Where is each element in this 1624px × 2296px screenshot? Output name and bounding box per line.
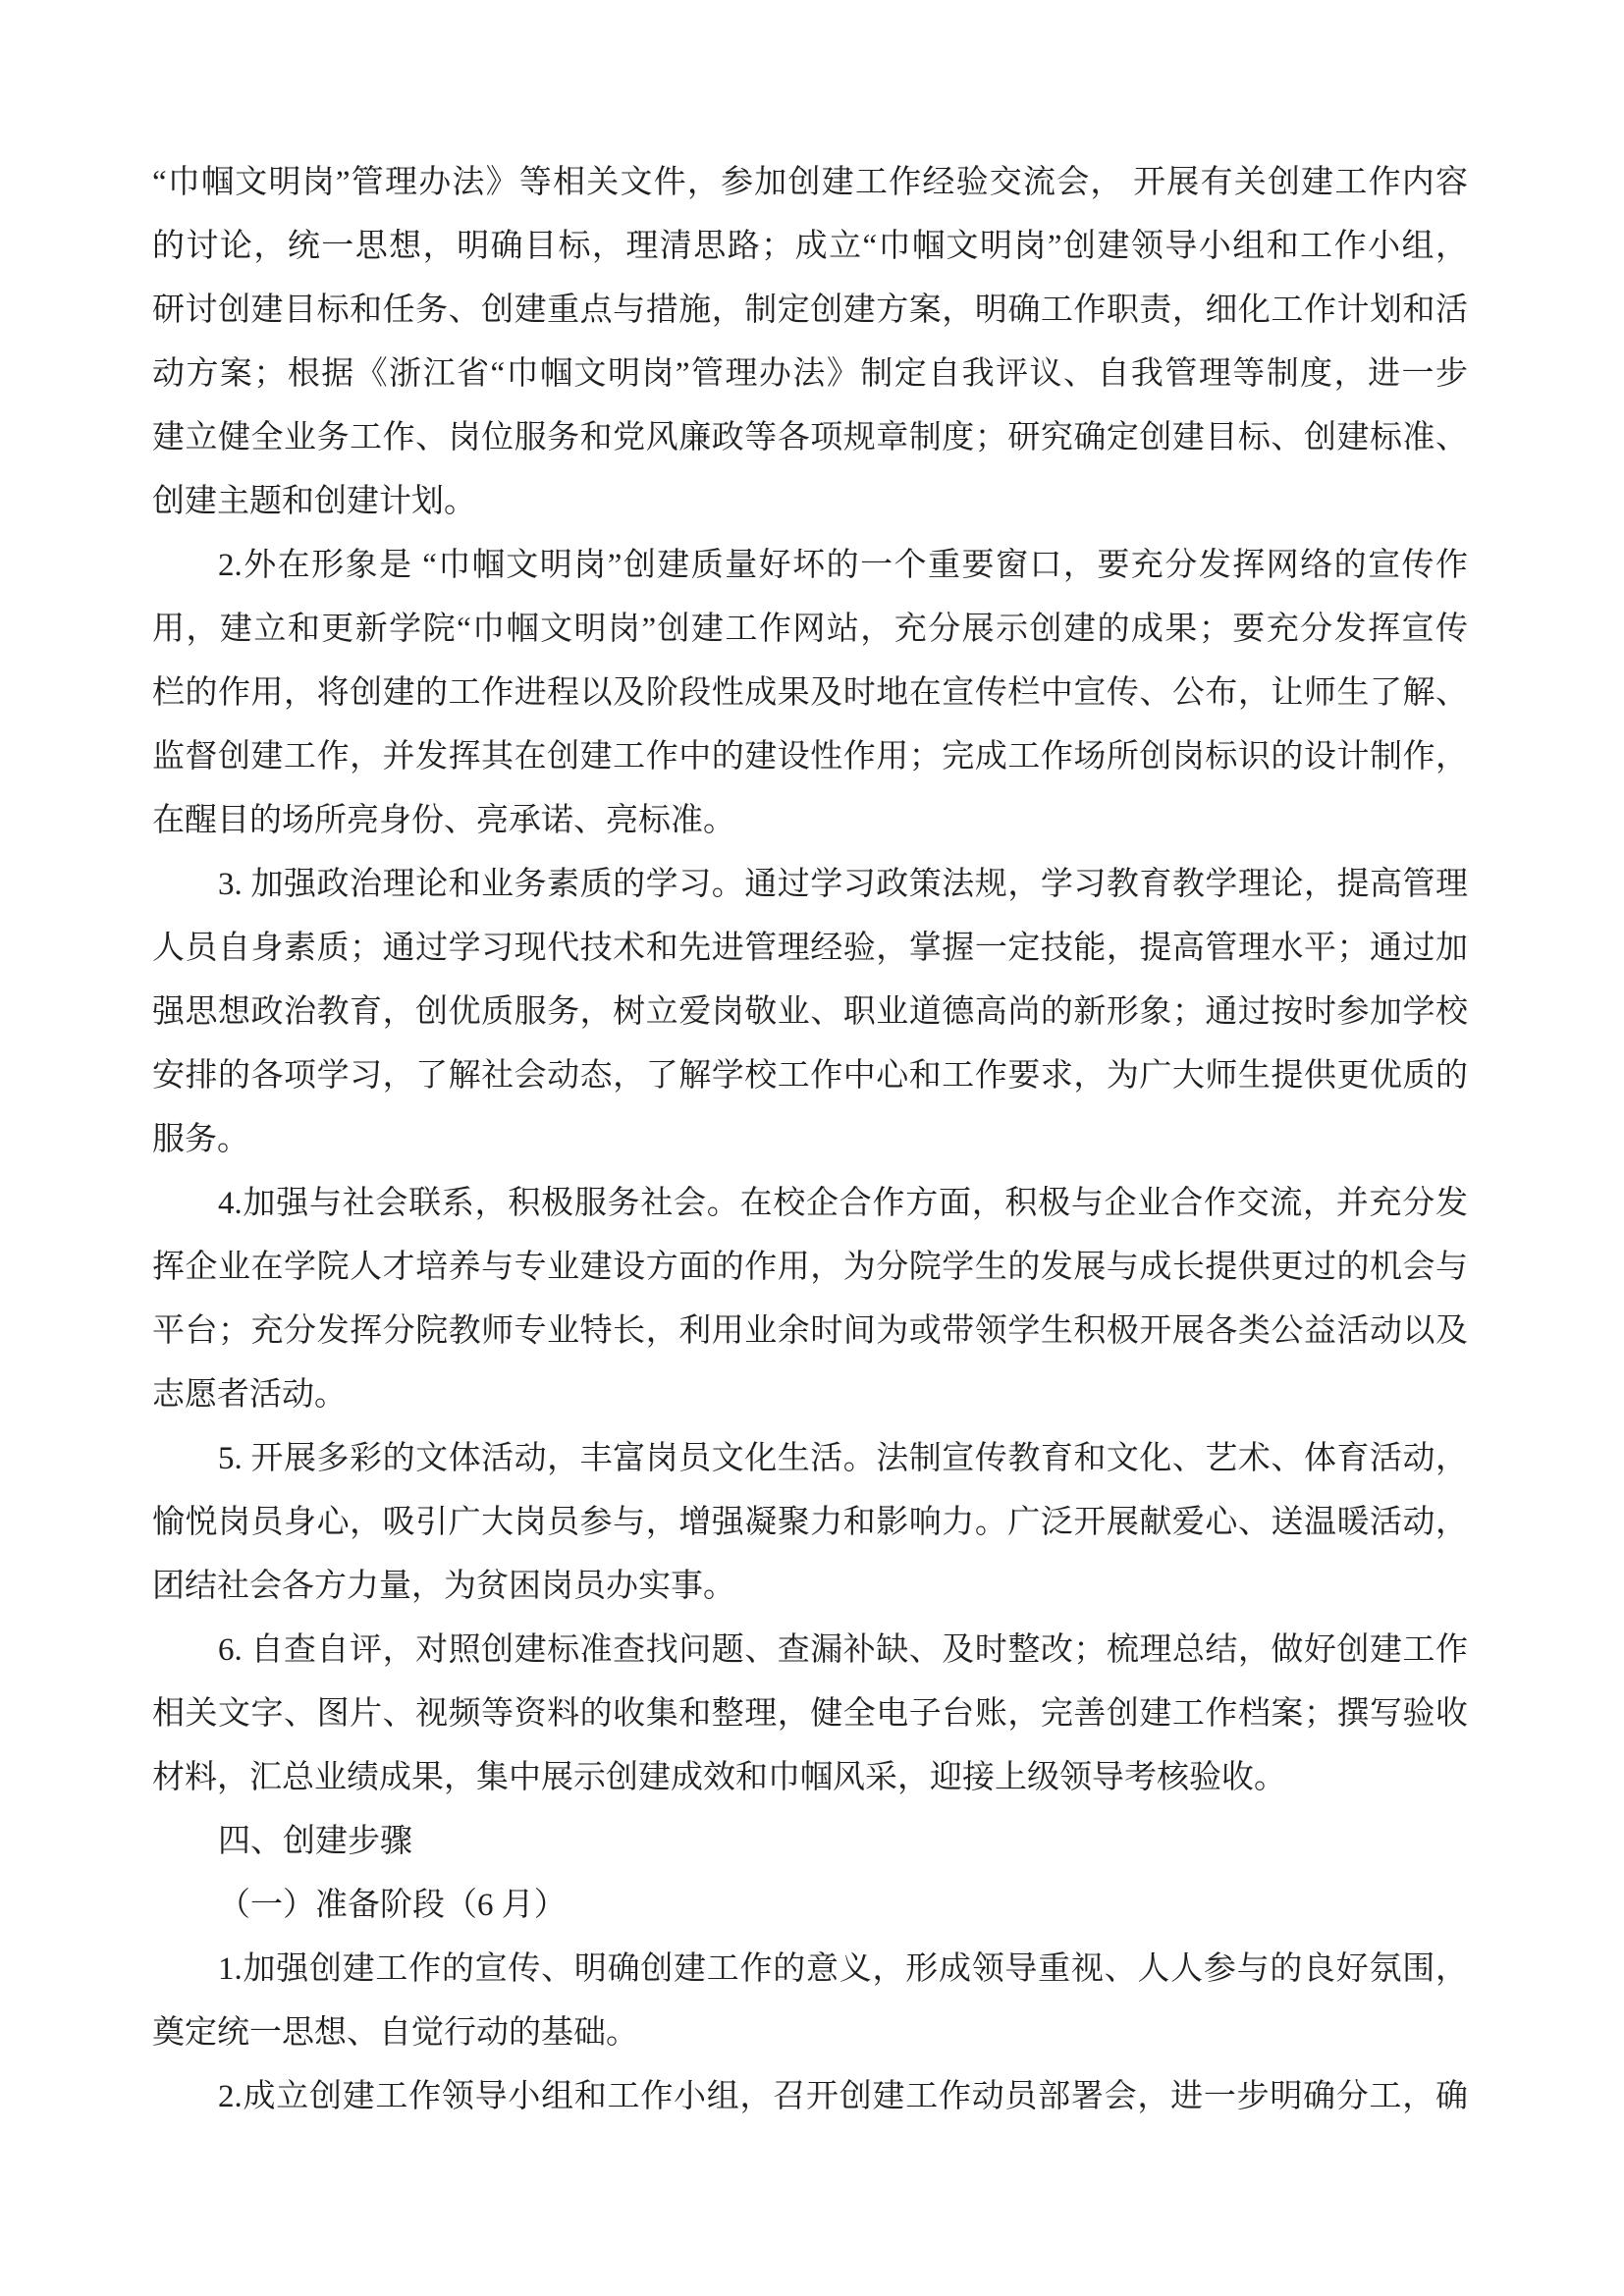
text-line: 材料，汇总业绩成果，集中展示创建成效和巾帼风采，迎接上级领导考核验收。 bbox=[152, 1760, 1286, 1795]
text-line: 愉悦岗员身心，吸引广大岗员参与，增强凝聚力和影响力。广泛开展献爱心、送温暖活动， bbox=[152, 1505, 1468, 1540]
text-line: 奠定统一思想、自觉行动的基础。 bbox=[152, 2015, 638, 2051]
text-line: 团结社会各方力量，为贫困岗员办实事。 bbox=[152, 1569, 735, 1604]
text-line: “巾帼文明岗”管理办法》等相关文件，参加创建工作经验交流会， 开展有关创建工作内容 bbox=[152, 165, 1468, 200]
text-line: 2.外在形象是 “巾帼文明岗”创建质量好坏的一个重要窗口，要充分发挥网络的宣传作 bbox=[218, 548, 1468, 583]
text-line: 人员自身素质；通过学习现代技术和先进管理经验，掌握一定技能，提高管理水平；通过加 bbox=[152, 931, 1468, 966]
text-line: 3. 加强政治理论和业务素质的学习。通过学习政策法规，学习教育教学理论，提高管理 bbox=[218, 867, 1468, 902]
document-body bbox=[152, 151, 1468, 2129]
text-line: 平台；充分发挥分院教师专业特长，利用业余时间为或带领学生积极开展各类公益活动以及 bbox=[152, 1313, 1468, 1349]
text-line: 1.加强创建工作的宣传、明确创建工作的意义，形成领导重视、人人参与的良好氛围， bbox=[218, 1951, 1468, 1987]
text-line: 2.成立创建工作领导小组和工作小组，召开创建工作动员部署会，进一步明确分工，确 bbox=[218, 2079, 1468, 2114]
text-line: 相关文字、图片、视频等资料的收集和整理，健全电子台账，完善创建工作档案；撰写验收 bbox=[152, 1696, 1468, 1732]
text-line: 监督创建工作，并发挥其在创建工作中的建设性作用；完成工作场所创岗标识的设计制作， bbox=[152, 739, 1468, 774]
text-line: 创建主题和创建计划。 bbox=[152, 484, 476, 519]
text-line: 建立健全业务工作、岗位服务和党风廉政等各项规章制度；研究确定创建目标、创建标准、 bbox=[152, 420, 1468, 455]
text-line: 的讨论，统一思想，明确目标，理清思路；成立“巾帼文明岗”创建领导小组和工作小组， bbox=[152, 229, 1468, 264]
text-line: 用，建立和更新学院“巾帼文明岗”创建工作网站，充分展示创建的成果；要充分发挥宣传 bbox=[152, 612, 1468, 647]
text-line: 栏的作用，将创建的工作进程以及阶段性成果及时地在宣传栏中宣传、公布，让师生了解、 bbox=[152, 675, 1468, 711]
text-line: 挥企业在学院人才培养与专业建设方面的作用，为分院学生的发展与成长提供更过的机会与 bbox=[152, 1250, 1468, 1285]
text-line: 强思想政治教育，创优质服务，树立爱岗敬业、职业道德高尚的新形象；通过按时参加学校 bbox=[152, 994, 1468, 1030]
text-line: 6. 自查自评，对照创建标准查找问题、查漏补缺、及时整改；梳理总结，做好创建工作 bbox=[218, 1632, 1468, 1668]
text-line: 在醒目的场所亮身份、亮承诺、亮标准。 bbox=[152, 803, 735, 838]
text-line: （一）准备阶段（6 月） bbox=[218, 1888, 567, 1923]
text-line: 4.加强与社会联系，积极服务社会。在校企合作方面，积极与企业合作交流，并充分发 bbox=[218, 1186, 1468, 1221]
text-line: 服务。 bbox=[152, 1122, 249, 1157]
text-line: 四、创建步骤 bbox=[218, 1824, 412, 1859]
text-line: 安排的各项学习，了解社会动态，了解学校工作中心和工作要求，为广大师生提供更优质的 bbox=[152, 1058, 1468, 1094]
text-line: 5. 开展多彩的文体活动，丰富岗员文化生活。法制宣传教育和文化、艺术、体育活动， bbox=[218, 1441, 1468, 1476]
text-line: 动方案；根据《浙江省“巾帼文明岗”管理办法》制定自我评议、自我管理等制度，进一步 bbox=[152, 356, 1468, 392]
text-line: 研讨创建目标和任务、创建重点与措施，制定创建方案，明确工作职责，细化工作计划和活 bbox=[152, 293, 1468, 328]
text-line: 志愿者活动。 bbox=[152, 1377, 347, 1413]
